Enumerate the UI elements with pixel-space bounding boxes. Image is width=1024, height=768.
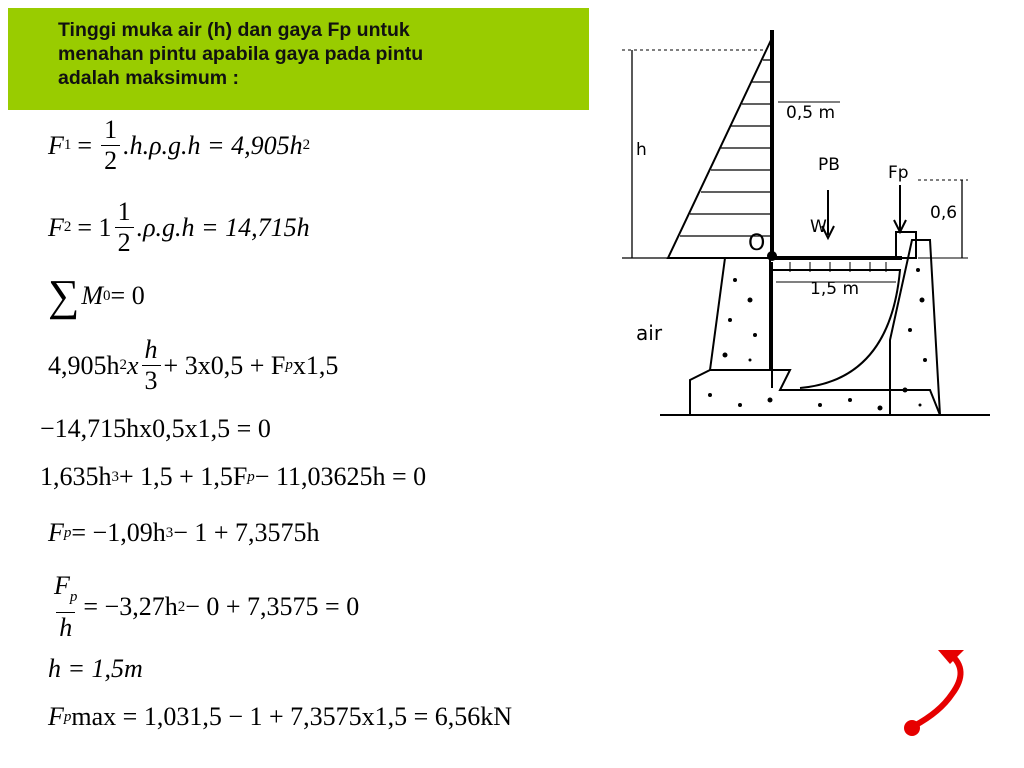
fraction: $\frac{F_p}{h}$: [54, 571, 78, 642]
label-w: W: [810, 217, 827, 237]
label-gate-width: 1,5 m: [810, 279, 859, 299]
label-o: O: [748, 231, 766, 256]
label-right-height: 0,6: [930, 203, 958, 223]
equation-moment-expanded: 4,905h 2 x $\frac{h}{3}$ + 3x0,5 + F p x1,5: [48, 335, 339, 395]
equation-fp-max: F p max = 1,031,5 − 1 + 7,3575x1,5 = 6,56kN: [48, 702, 513, 731]
title-line-1: Tinggi muka air (h) dan gaya Fp untuk: [58, 19, 410, 41]
fraction: $\frac{1}{2}$: [115, 198, 134, 257]
fraction: $\frac{1}{2}$: [101, 116, 120, 175]
label-water: air: [636, 321, 663, 345]
title-box: [8, 8, 589, 110]
equation-h-result: h = 1,5m: [48, 654, 143, 683]
equation-moment-continued: −14,715hx0,5x1,5 = 0: [40, 414, 271, 443]
equation-fp: F p = −1,09h 3 − 1 + 7,3575h: [48, 518, 320, 547]
curved-arrow-icon[interactable]: [890, 640, 980, 740]
label-pb: PB: [818, 155, 840, 175]
equation-derivative: $\frac{F_p}{h}$ = −3,27h 2 − 0 + 7,3575 = 0: [48, 572, 359, 642]
equation-f2: F 2 = 1 $\frac{1}{2}$ .ρ.g.h = 14,715h: [48, 197, 310, 257]
title-line-2: menahan pintu apabila gaya pada pintu: [58, 43, 424, 65]
label-fp: Fp: [888, 163, 909, 183]
equation-f1: F 1 = $\frac{1}{2}$ .h.ρ.g.h = 4,905h 2: [48, 115, 311, 175]
title-line-3: adalah maksimum :: [58, 67, 239, 89]
gate-diagram: [600, 10, 1000, 430]
hinge-point: [767, 251, 777, 261]
fraction: $\frac{h}{3}$: [142, 336, 161, 395]
equation-simplified: 1,635h 3 + 1,5 + 1,5F p − 11,03625h = 0: [40, 462, 427, 491]
label-width-top: 0,5 m: [786, 103, 835, 123]
equation-moment-sum: ∑ M 0 = 0: [48, 271, 145, 320]
label-h: h: [636, 140, 647, 160]
